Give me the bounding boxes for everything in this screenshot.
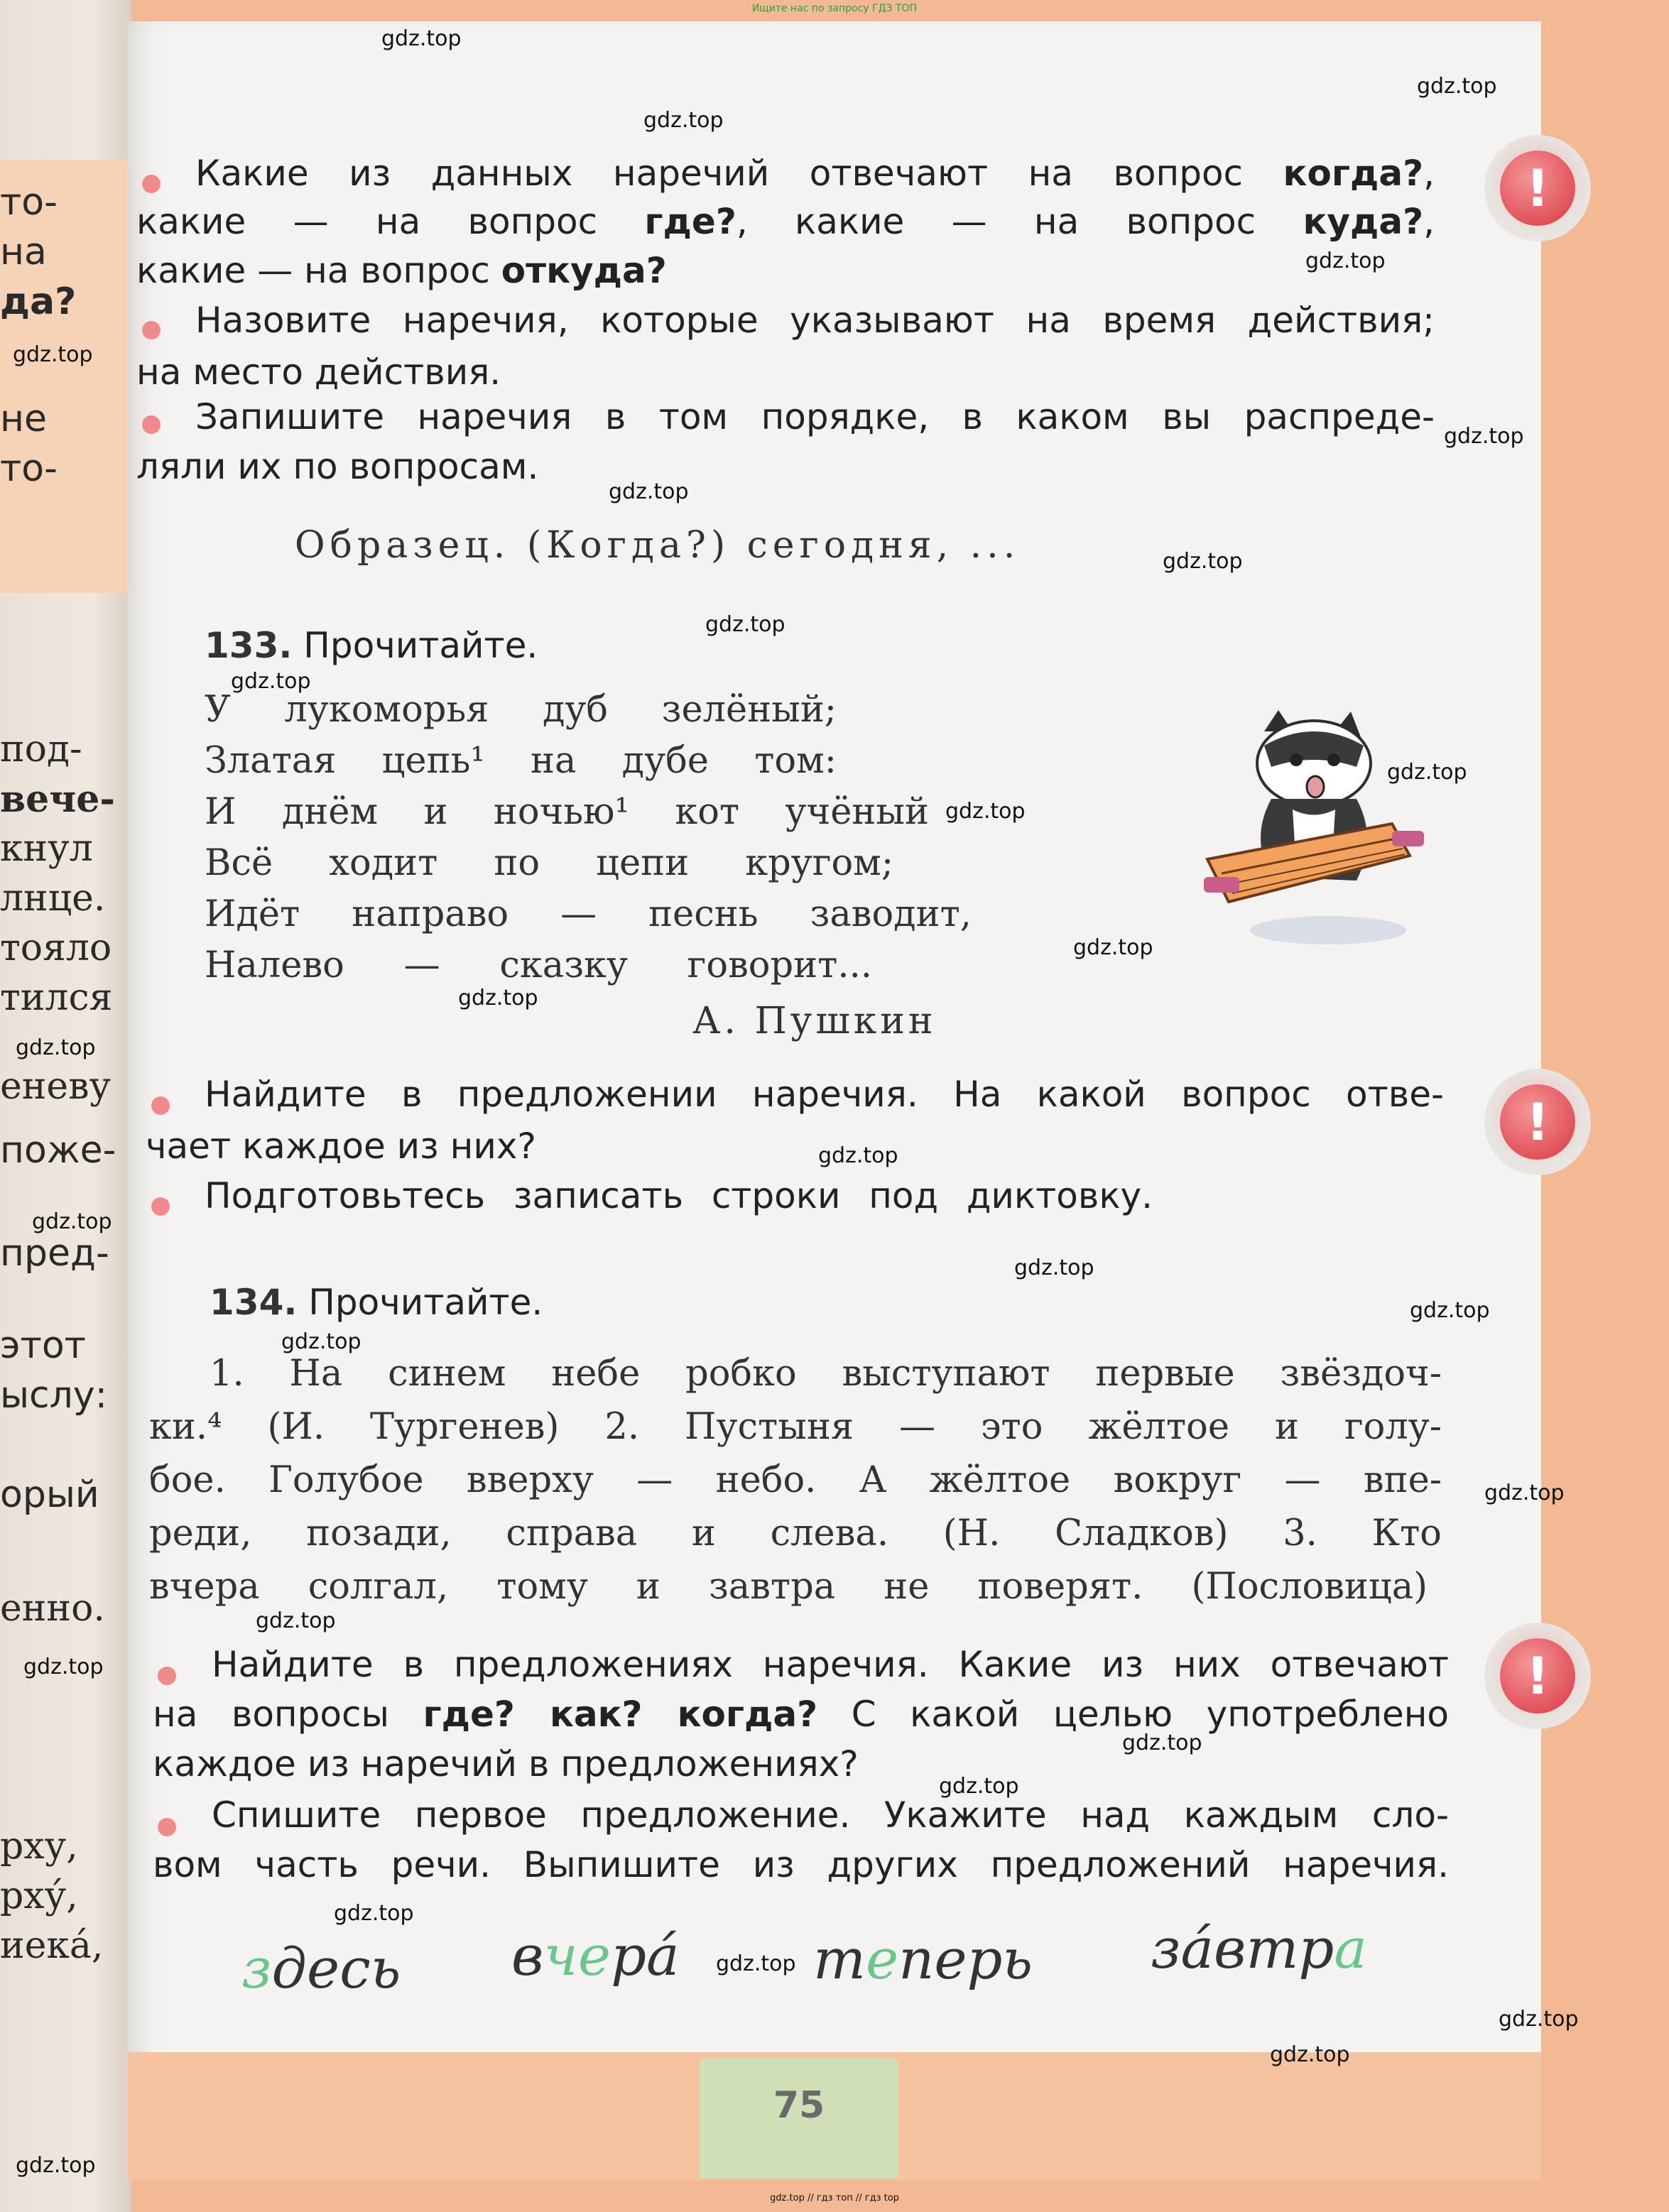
watermark: gdz.top [643,108,724,133]
vocabulary-word-zdes: здесь [241,1937,401,2001]
left-page-fragment: тился [0,976,113,1019]
left-page-fragment: лнце. [0,877,106,920]
task-line: Запишите наречия в том порядке, в каком вы распреде- [195,396,1435,437]
left-page-fragment: иека́, [0,1924,104,1967]
task-line: каждое из наречий в предложениях? [153,1743,859,1785]
watermark: gdz.top [1122,1731,1202,1755]
bullet [158,1667,176,1685]
left-page-fragment: да? [0,280,77,323]
task-line: вом часть речи. Выпишите из других предложений наречия. [153,1844,1449,1885]
watermark: gdz.top [705,612,785,637]
watermark: gdz.top [1484,1481,1565,1505]
task-line: Найдите в предложении наречия. На какой вопрос отве- [205,1074,1444,1115]
task-line: Найдите в предложениях наречия. Какие из них отвечают [212,1644,1449,1685]
left-page-fragment: ыслу: [0,1374,108,1417]
watermark: gdz.top [1305,249,1386,273]
watermark: gdz.top [458,986,538,1010]
left-page-fragment: енно. [0,1587,105,1630]
watermark: gdz.top [945,799,1026,824]
watermark: gdz.top [231,669,311,694]
exercise-text-line: 1. На синем небе робко выступают первые звёздоч- [210,1353,1442,1395]
watermark: gdz.top [16,1035,96,1060]
bullet [158,1818,176,1836]
watermark: gdz.top [939,1774,1019,1799]
task-line: какие — на вопрос откуда? [136,250,667,291]
watermark: gdz.top [1417,74,1497,99]
left-page-fragment: вече- [0,778,115,821]
task-line: Спишите первое предложение. Укажите над каждым сло- [212,1794,1449,1836]
watermark: gdz.top [13,342,93,367]
left-page-highlight [0,160,131,593]
left-page-fragment: еневу [0,1065,112,1108]
task-line: Подготовьтесь записать строки под диктовку. [205,1175,1153,1216]
watermark: gdz.top [1410,1298,1490,1323]
top-search-note: Ищите нас по запросу ГДЗ ТОП [751,3,918,14]
alert-icon-2: ! [1484,1069,1591,1175]
left-page-fragment: не [0,398,47,440]
watermark: gdz.top [1163,549,1243,574]
exercise-134-heading: 134. Прочитайте. [210,1282,543,1323]
vocabulary-word-teper: теперь [813,1928,1033,1992]
exercise-text-line: вчера солгал, тому и завтра не поверят. (Пословица) [149,1566,1428,1608]
poem-line: Всё ходит по цепи кругом; [205,842,893,884]
alert-icon-3: ! [1484,1623,1591,1729]
watermark: gdz.top [1014,1255,1094,1280]
poem-author: А. Пушкин [692,1000,937,1042]
vocabulary-word-vchera: вчера́ [511,1924,680,1988]
cat-gusli-illustration [1165,703,1435,959]
left-page-fragment: кнул [0,827,93,870]
task-line: на вопросы где? как? когда? С какой целью употреблено [153,1694,1449,1735]
left-page-fragment: под- [0,728,82,770]
left-page-fragment: этот [0,1324,86,1367]
watermark: gdz.top [1444,424,1524,449]
alert-icon-1: ! [1484,135,1591,241]
left-page-fragment: рху́, [0,1875,78,1917]
sample-line: Образец. (Когда?) сегодня, ... [295,524,1021,567]
task-line: на место действия. [136,352,501,393]
left-page-edge [0,0,131,2212]
task-line: ляли их по вопросам. [136,446,539,487]
bullet [151,1197,170,1216]
vocabulary-word-zavtra: за́втра [1151,1917,1367,1981]
watermark: gdz.top [1073,935,1153,960]
task-line: какие — на вопрос где?, какие — на вопрос куда?, [136,201,1435,242]
watermark: gdz.top [256,1608,336,1633]
bullet [142,321,161,339]
task-line: чает каждое из них? [146,1126,536,1167]
watermark: gdz.top [381,26,462,51]
watermark: gdz.top [281,1329,361,1354]
exercise-133-heading: 133. Прочитайте. [205,625,538,666]
watermark: gdz.top [1387,760,1467,785]
watermark: gdz.top [1270,2042,1350,2067]
poem-line: Идёт направо — песнь заводит, [205,893,972,935]
exercise-text-line: ки.⁴ (И. Тургенев) 2. Пустыня — это жёлтое и голу- [149,1406,1442,1448]
poem-line: У лукоморья дуб зелёный; [205,689,837,731]
watermark: gdz.top [716,1951,796,1976]
exercise-text-line: бое. Голубое вверху — небо. А жёлтое вокруг — впе- [149,1459,1442,1501]
left-page-fragment: тояло [0,927,112,969]
bullet [142,415,161,434]
watermark: gdz.top [818,1143,898,1168]
watermark: gdz.top [609,479,689,504]
task-line: Назовите наречия, которые указывают на время действия; [195,300,1435,341]
watermark: gdz.top [23,1655,104,1679]
bottom-note: gdz.top // гдз топ // гдз top [770,2193,899,2203]
poem-line: Златая цепь¹ на дубе том: [205,740,837,782]
exercise-text-line: реди, позади, справа и слева. (Н. Сладков) 3. Кто [149,1513,1442,1554]
watermark: gdz.top [1499,2007,1579,2032]
watermark: gdz.top [32,1209,112,1234]
task-line: Какие из данных наречий отвечают на вопрос когда?, [195,153,1435,194]
poem-line: Налево — сказку говорит... [205,944,872,986]
left-page-fragment: пред- [0,1232,109,1275]
watermark: gdz.top [16,2153,96,2178]
left-page-fragment: на [0,231,47,273]
left-page-fragment: рху, [0,1825,78,1868]
bullet [142,175,161,193]
left-page-fragment: то- [0,447,58,490]
bullet [151,1096,170,1115]
left-page-fragment: орый [0,1473,99,1516]
left-page-fragment: поже- [0,1129,116,1172]
watermark: gdz.top [334,1901,414,1926]
page-number: 75 [773,2084,825,2127]
left-page-fragment: то- [0,181,58,224]
poem-line: И днём и ночью¹ кот учёный [205,791,929,833]
